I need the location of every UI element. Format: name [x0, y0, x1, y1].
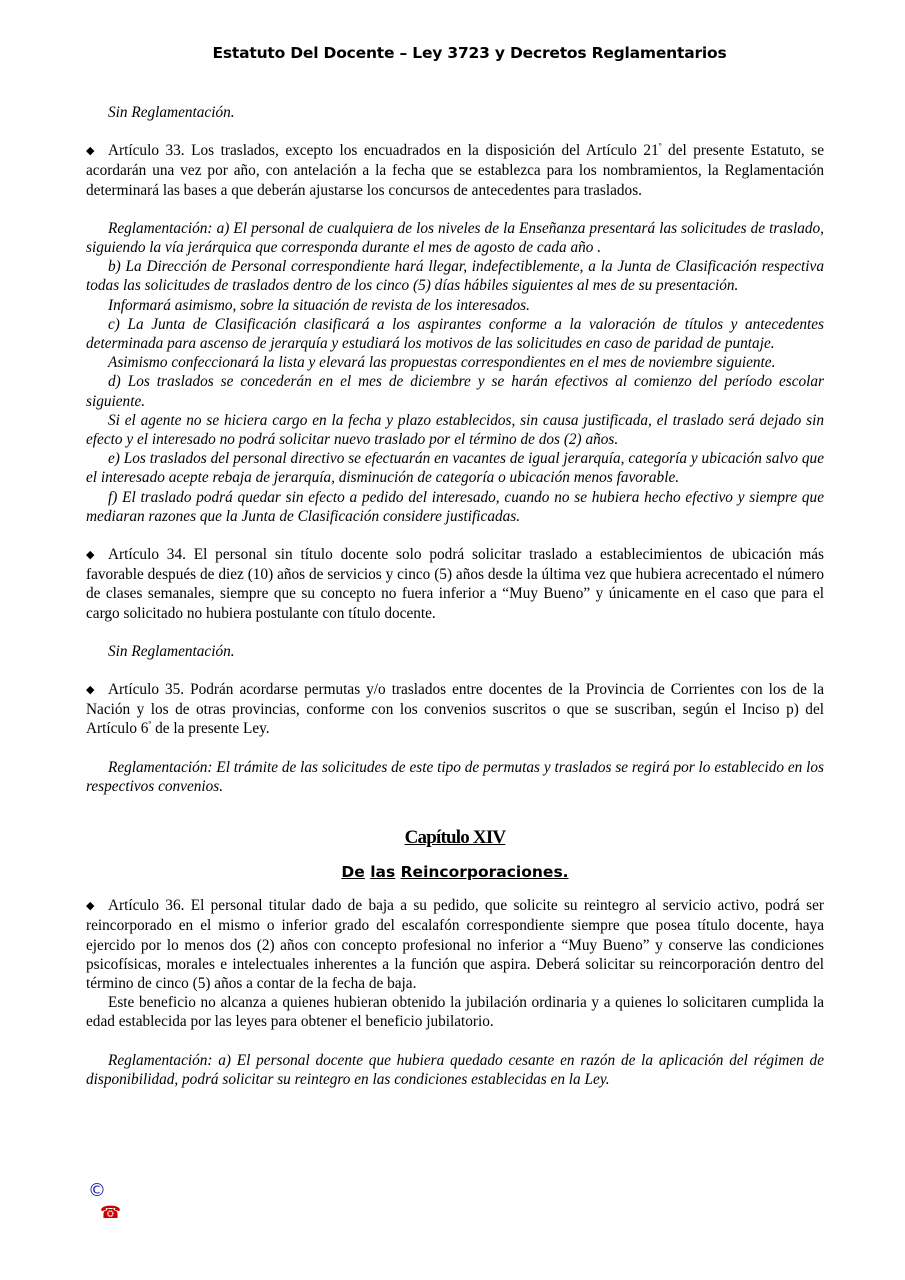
- article-34: ◆ Artículo 34. El personal sin título docente solo podrá solicitar traslado a establecimientos de ubicación más favorable después de diez (10) años de servicios y cinco (5) años desde la última vez que hubiera acrecentado el número de clases semanales, siempre que su concepto no fuera inferior a “Muy Bueno” y únicamente en el caso que para el cargo solicitado no hubiera postulante con título docente.: [86, 546, 824, 622]
- regulation-33-b-2: Informará asimismo, sobre la situación de revista de los interesados.: [108, 296, 530, 314]
- regulation-33-b: b) La Dirección de Personal correspondiente hará llegar, indefectiblemente, a la Junta de Clasificación respectiva todas las solicitudes de traslados dentro de los cinco (5) días hábiles siguientes al mes de su presentación.: [86, 258, 824, 295]
- page-header: Estatuto Del Docente – Ley 3723 y Decretos Reglamentarios: [212, 44, 727, 62]
- regulation-33-c-2: Asimismo confeccionará la lista y elevará las propuestas correspondientes en el mes de noviembre siguiente.: [108, 354, 776, 372]
- chapter-subtitle: De las Reincorporaciones.: [341, 863, 569, 882]
- article-35: ◆ Artículo 35. Podrán acordarse permutas y/o traslados entre docentes de la Provincia de Corrientes con los de la Nación y los de otras provincias, conforme con los convenios suscritos o que se suscriban, según el Inciso p) del Artículo $6^º$ de la presente Ley.: [86, 681, 824, 738]
- chapter-title: Capítulo XIV: [404, 827, 506, 849]
- bullet-icon: ◆: [86, 549, 95, 562]
- regulation-33-f: f) El traslado podrá quedar sin efecto a pedido del interesado, cuando no se hubiera hecho efectivo y siempre que mediaran razones que la Junta de Clasificación considere justificadas.: [86, 488, 824, 525]
- regulation-33-c: c) La Junta de Clasificación clasificará a los aspirantes conforme a la valoración de títulos y antecedentes determinada para ascenso de jerarquía y estudiará los motivos de las solicitudes en caso de paridad de puntaje.: [86, 315, 824, 353]
- regulation-33-d-2: Si el agente no se hiciera cargo en la fecha y plazo establecidos, sin causa justificada, el traslado será dejado sin efecto y el interesado no podrá solicitar nuevo traslado por el término de dos (2) años.: [86, 411, 824, 449]
- paragraph: Sin Reglamentación.: [108, 104, 235, 121]
- regulation-33-a: Reglamentación: a) El personal de cualquiera de los niveles de la Enseñanza presentará las solicitudes de traslado, siguiendo la vía jerárquica que corresponda durante el mes de agosto de cada año .: [86, 219, 824, 257]
- article-36: ◆ Artículo 36. El personal titular dado de baja a su pedido, que solicite su reintegro al servicio activo, podrá ser reincorporado en el mismo o inferior grado del escalafón correspondiente siempre que posea título docente, haya ejercido por lo menos dos (2) años con concepto profesional no inferior a “Muy Bueno” y conserve las condiciones psicofísicas, morales e intelectuales inherentes a la función que aspira. Deberá solicitar su reincorporación dentro del término de cinco (5) años a contar de la fecha de baja.: [86, 897, 824, 992]
- regulation-33-e: e) Los traslados del personal directivo se efectuarán en vacantes de igual jerarquía, categoría y ubicación salvo que el interesado acepte rebaja de jerarquía, disminución de categoría o ubicación menos favorable.: [86, 450, 824, 487]
- regulation-36-a: Reglamentación: a) El personal docente que hubiera quedado cesante en razón de la aplicación del régimen de disponibilidad, podrá solicitar su reintegro en las condiciones establecidas en la Ley.: [86, 1051, 824, 1088]
- paragraph: Sin Reglamentación.: [108, 642, 235, 660]
- bullet-icon: ◆: [86, 145, 95, 158]
- regulation-33-d: d) Los traslados se concederán en el mes de diciembre y se harán efectivos al comienzo del período escolar siguiente.: [86, 373, 824, 410]
- article-33: ◆ Artículo 33. Los traslados, excepto los encuadrados en la disposición del Artículo $21^º$ del presente Estatuto, se acordarán una vez por año, con antelación a la fecha que se establezca para los nombramientos, la Reglamentación determinará las bases a que deberán ajustarse los concursos de antecedentes para traslados.: [86, 141, 824, 199]
- bullet-icon: ◆: [86, 900, 95, 913]
- article-36-b: Este beneficio no alcanza a quienes hubieran obtenido la jubilación ordinaria y a quienes lo solicitaren cumplida la edad establecida por las leyes para obtener el beneficio jubilatorio.: [86, 994, 824, 1031]
- regulation-35: Reglamentación: El trámite de las solicitudes de este tipo de permutas y traslados se regirá por lo establecido en los respectivos convenios.: [86, 758, 824, 795]
- page-footer: [88, 1180, 121, 1223]
- copyright-icon: ©: [88, 1180, 106, 1201]
- bullet-icon: ◆: [86, 684, 95, 697]
- phone-icon: ☎: [100, 1203, 122, 1223]
- document-body: [86, 103, 824, 1089]
